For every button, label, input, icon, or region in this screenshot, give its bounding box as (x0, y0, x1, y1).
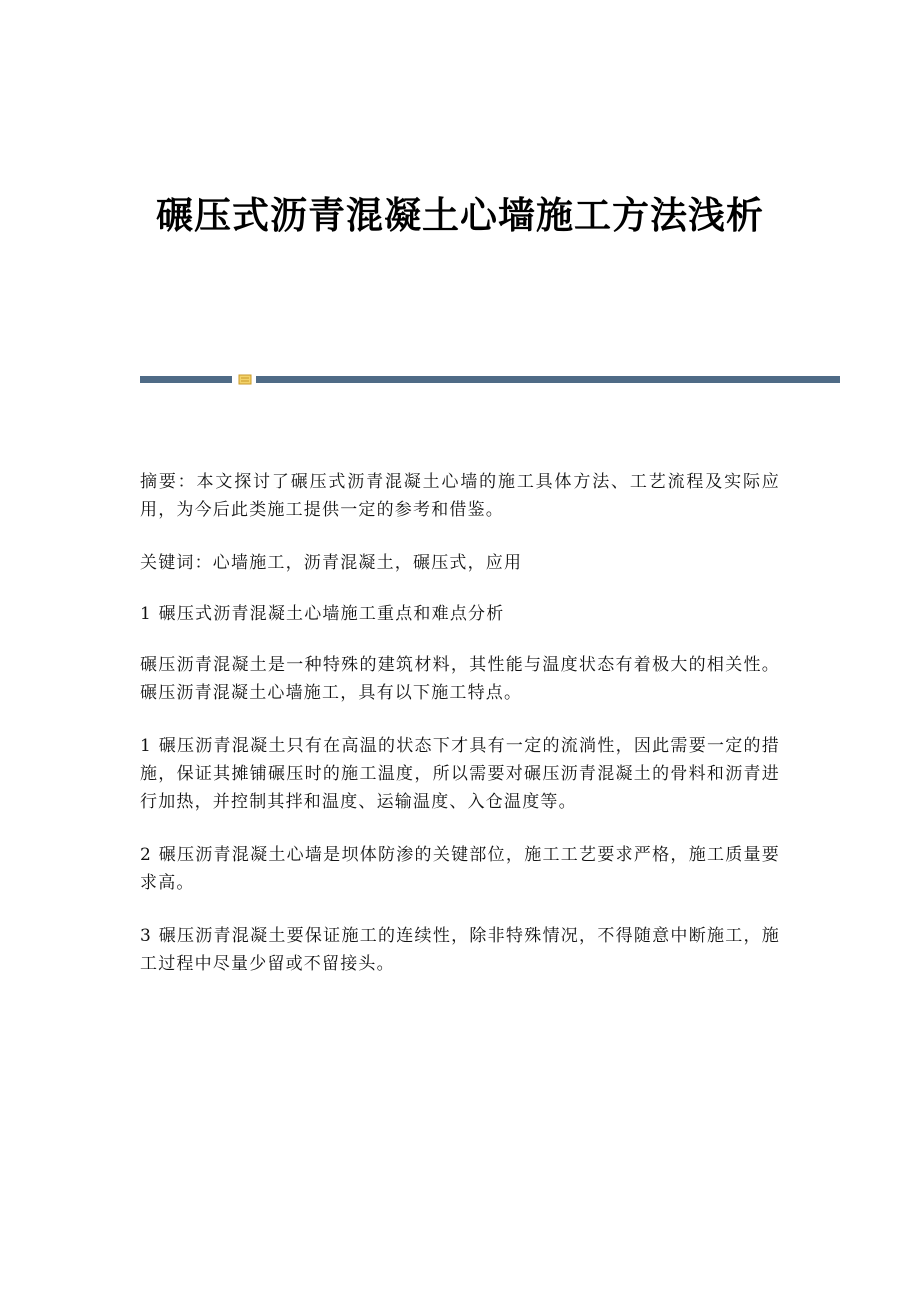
document-title: 碾压式沥青混凝土心墙施工方法浅析 (156, 193, 764, 237)
abstract-paragraph: 摘要：本文探讨了碾压式沥青混凝土心墙的施工具体方法、工艺流程及实际应用，为今后此类施工提供一定的参考和借鉴。 (140, 472, 780, 520)
list-item-3: 3 碾压沥青混凝土要保证施工的连续性，除非特殊情况，不得随意中断施工，施工过程中尽量少留或不留接头。 (140, 926, 780, 974)
list-item-2: 2 碾压沥青混凝土心墙是坝体防渗的关键部位，施工工艺要求严格，施工质量要求高。 (140, 845, 780, 893)
divider-bar-right (256, 376, 840, 383)
body-paragraph: 碾压沥青混凝土是一种特殊的建筑材料，其性能与温度状态有着极大的相关性。碾压沥青混凝土心墙施工，具有以下施工特点。 (140, 655, 780, 703)
keywords-paragraph: 关键词：心墙施工，沥青混凝土，碾压式，应用 (140, 553, 523, 573)
divider-bar-left (140, 376, 232, 383)
document-body (140, 468, 780, 1003)
title-divider (140, 372, 840, 386)
section-heading: 1 碾压式沥青混凝土心墙施工重点和难点分析 (140, 604, 505, 624)
list-item-1: 1 碾压沥青混凝土只有在高温的状态下才具有一定的流淌性，因此需要一定的措施，保证其摊铺碾压时的施工温度，所以需要对碾压沥青混凝土的骨料和沥青进行加热，并控制其拌和温度、运输温度、入仓温度等。 (140, 736, 780, 812)
divider-ornament-icon (238, 374, 252, 385)
